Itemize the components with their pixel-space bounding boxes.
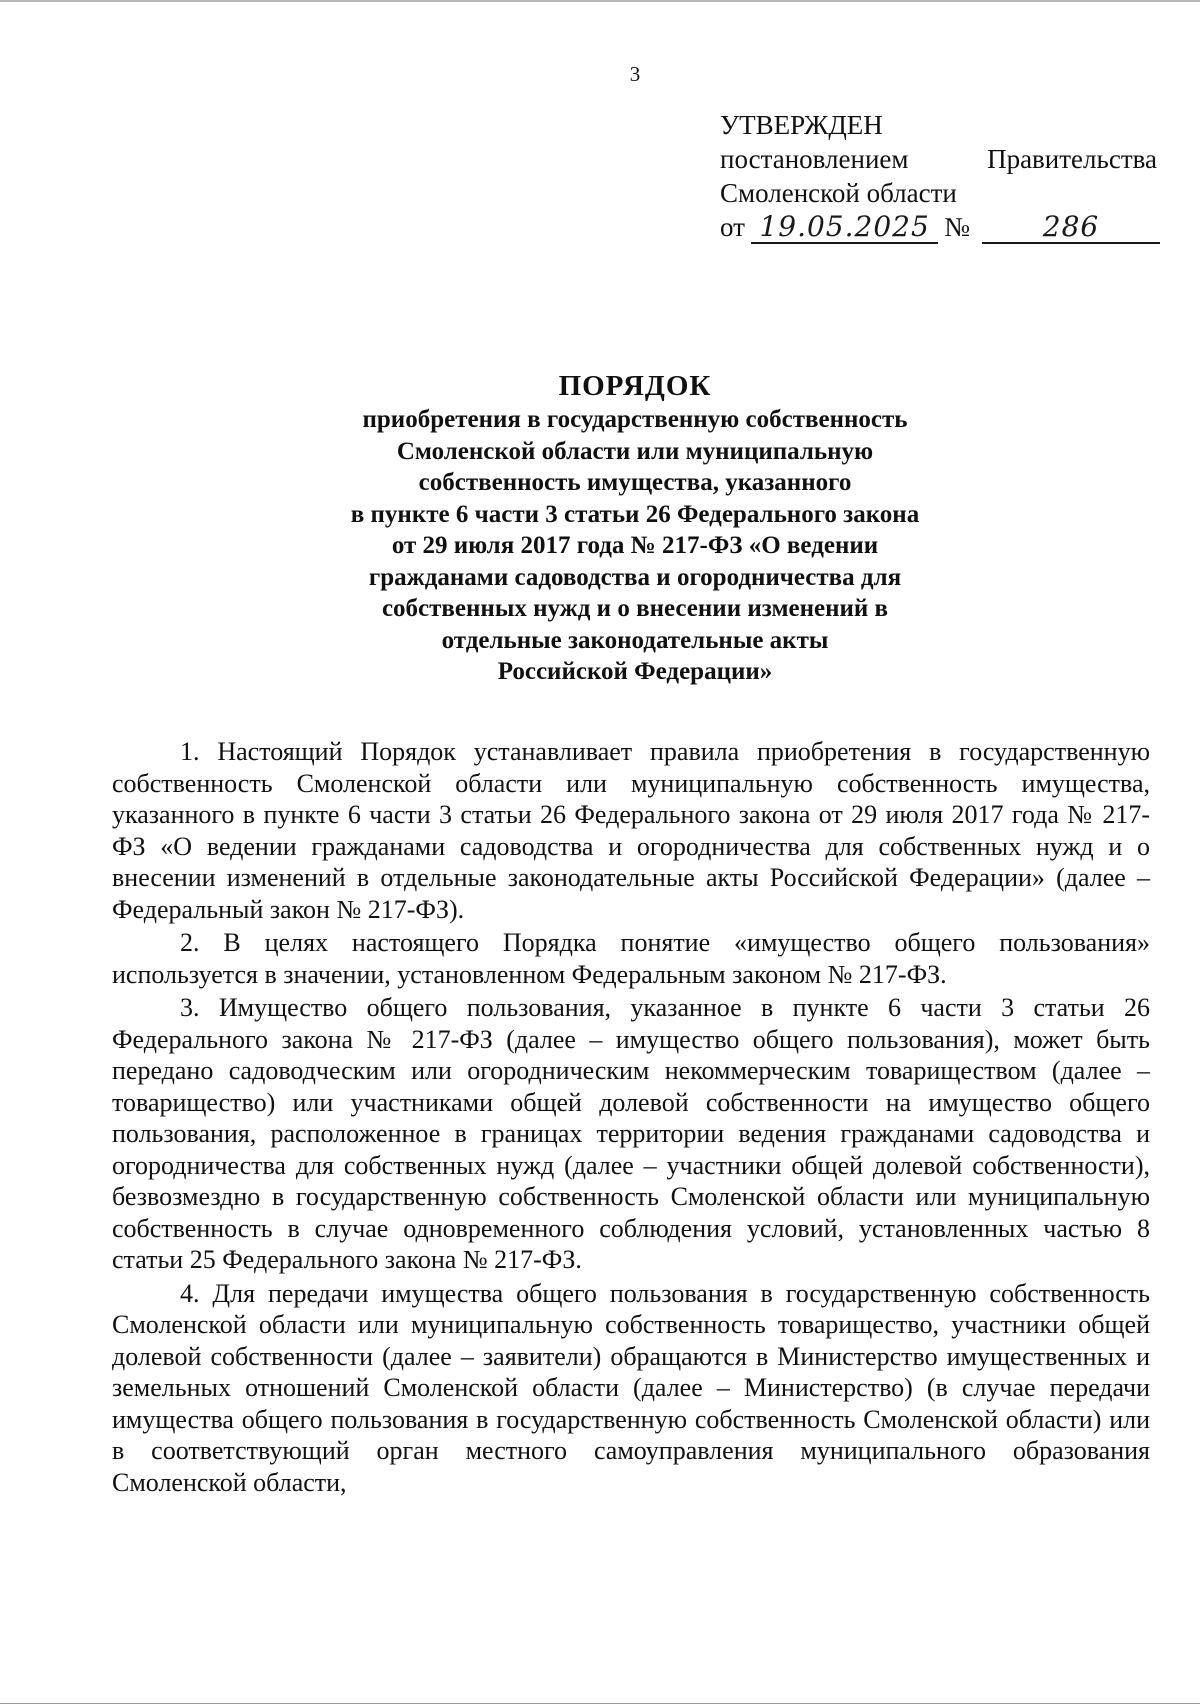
approval-line-region: Смоленской области (720, 178, 957, 208)
document-body (112, 736, 1150, 1498)
title-line: отдельные законодательные акты (441, 626, 829, 654)
approval-stamp-block (720, 108, 1160, 244)
page-number: 3 (629, 62, 641, 86)
title-line: Смоленской области или муниципальную (396, 437, 874, 465)
scan-bottom-edge (0, 1703, 1200, 1704)
scan-top-edge (0, 0, 1200, 2)
paragraph-3: 3. Имущество общего пользования, указанное в пункте 6 части 3 статьи 26 Федерального закона № 217-ФЗ (далее – имущество общего пользования), может быть передано садоводческим или огородническим некоммерческим товариществом (далее – товарищество) или участниками общей долевой собственности на имущество общего пользования, расположенное в границах территории ведения гражданами садоводства и огородничества для собственных нужд (далее – участники общей долевой собственности), безвозмездно в государственную собственность Смоленской области или муниципальную собственность в случае одновременного соблюдения условий, установленных частью 8 статьи 25 Федерального закона № 217-ФЗ. (112, 993, 1150, 1274)
document-title (250, 368, 1020, 688)
paragraph-2: 2. В целях настоящего Порядка понятие «имущество общего пользования» используется в значении, установленном Федеральным законом № 217-ФЗ. (112, 928, 1150, 989)
approval-line-approved: УТВЕРЖДЕН (720, 110, 883, 140)
approval-date-number-line (720, 210, 1160, 244)
title-line: Российской Федерации» (497, 658, 773, 685)
approval-government-word: Правительства (987, 144, 1157, 174)
title-line: приобретения в государственную собственность (362, 406, 908, 433)
title-line: собственных нужд и о внесении изменений в (381, 595, 889, 622)
approval-number-sign: № (944, 212, 971, 242)
paragraph-1: 1. Настоящий Порядок устанавливает правила приобретения в государственную собственность Смоленской области или муниципальную собственность имущества, указанного в пункте 6 части 3 статьи 26 Федерального закона от 29 июля 2017 года № 217-ФЗ «О ведении гражданами садоводства и огородничества для собственных нужд и о внесении изменений в отдельные законодательные акты Российской Федерации» (далее – Федеральный закон № 217-ФЗ). (112, 737, 1150, 924)
title-line: в пункте 6 части 3 статьи 26 Федерального закона (350, 500, 920, 528)
title-line: гражданами садоводства и огородничества для (368, 563, 902, 591)
approval-line-resolution (720, 142, 1157, 176)
title-line: от 29 июля 2017 года № 217-ФЗ «О ведении (391, 532, 879, 559)
handwritten-date: 19.05.2025 (751, 212, 938, 244)
handwritten-number: 286 (982, 212, 1160, 244)
paragraph-4: 4. Для передачи имущества общего пользования в государственную собственность Смоленской области или муниципальную собственность товарищество, участники общей долевой собственности (далее – заявители) обращаются в Министерство имущественных и земельных отношений Смоленской области (далее – Министерство) (в случае передачи имущества общего пользования в государственную собственность Смоленской области) или в соответствующий орган местного самоуправления муниципального образования Смоленской области, (112, 1278, 1150, 1497)
approval-resolution-word: постановлением (720, 144, 909, 174)
approval-date-prefix: от (720, 212, 745, 242)
title-line: собственность имущества, указанного (418, 469, 852, 496)
title-heading: ПОРЯДОК (558, 370, 712, 402)
